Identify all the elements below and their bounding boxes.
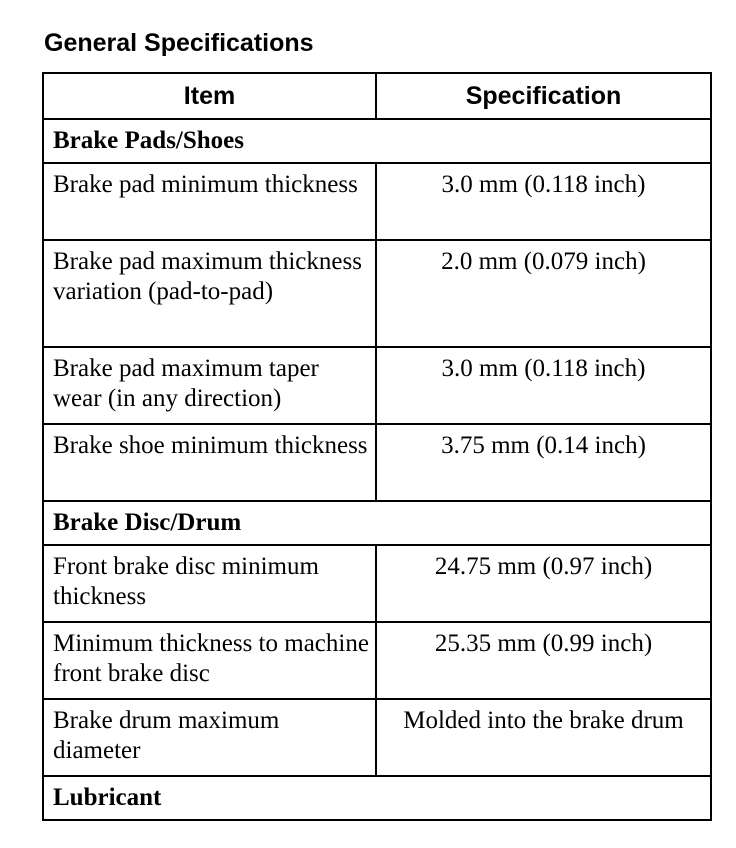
table-header-row (43, 73, 711, 119)
column-header-specification: Specification (376, 73, 711, 119)
table-row (43, 163, 711, 240)
table-row (43, 699, 711, 776)
spec-cell: 2.0 mm (0.079 inch) (376, 240, 711, 347)
table-row (43, 347, 711, 424)
spec-cell: 3.75 mm (0.14 inch) (376, 424, 711, 501)
item-cell: Brake drum maximum diameter (43, 699, 376, 776)
section-row-lubricant (43, 776, 711, 820)
table-row (43, 240, 711, 347)
spec-cell: 24.75 mm (0.97 inch) (376, 545, 711, 622)
item-cell: Brake shoe minimum thickness (43, 424, 376, 501)
page-title: General Specifications (44, 29, 314, 57)
item-cell: Minimum thickness to machine front brake disc (43, 622, 376, 699)
section-title: Lubricant (43, 776, 711, 820)
item-cell: Brake pad maximum thickness variation (pad-to-pad) (43, 240, 376, 347)
table-row (43, 622, 711, 699)
section-row-brake-disc-drum (43, 501, 711, 545)
item-cell: Brake pad minimum thickness (43, 163, 376, 240)
table-row (43, 545, 711, 622)
section-title: Brake Pads/Shoes (43, 119, 711, 163)
spec-cell: 25.35 mm (0.99 inch) (376, 622, 711, 699)
section-title: Brake Disc/Drum (43, 501, 711, 545)
section-row-brake-pads-shoes (43, 119, 711, 163)
column-header-item: Item (43, 73, 376, 119)
spec-cell: Molded into the brake drum (376, 699, 711, 776)
item-cell: Front brake disc minimum thickness (43, 545, 376, 622)
spec-cell: 3.0 mm (0.118 inch) (376, 163, 711, 240)
table-row (43, 424, 711, 501)
item-cell: Brake pad maximum taper wear (in any direction) (43, 347, 376, 424)
spec-cell: 3.0 mm (0.118 inch) (376, 347, 711, 424)
specifications-table (42, 72, 712, 821)
